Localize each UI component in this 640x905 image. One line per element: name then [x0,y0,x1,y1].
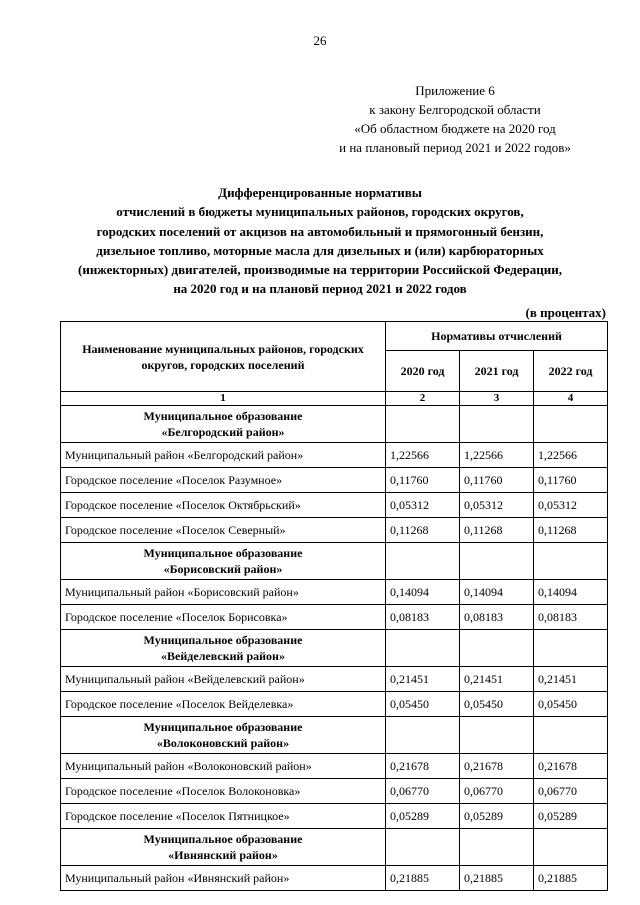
value-2021: 0,11760 [460,468,534,493]
table-row [61,779,608,804]
value-2022: 0,05450 [534,692,608,717]
value-2021: 0,05450 [460,692,534,717]
row-name: Городское поселение «Поселок Разумное» [61,468,386,493]
value-2021: 0,05289 [460,804,534,829]
value-2022: 0,08183 [534,605,608,630]
value-2022: 0,11268 [534,518,608,543]
title-line: (инжекторных) двигателей, производимые на территории Российской Федерации, [78,262,562,278]
row-name: Муниципальный район «Белгородский район» [61,443,386,468]
header-year-2022: 2022 год [534,351,608,392]
value-2020: 0,21451 [386,667,460,692]
row-name: Городское поселение «Поселок Пятницкое» [61,804,386,829]
empty-cell [386,630,460,667]
appendix-header [300,81,610,157]
header-year-2020: 2020 год [386,351,460,392]
group-title-line: «Борисовский район» [163,562,283,576]
column-number: 3 [460,392,534,406]
appendix-line: к закону Белгородской области [369,102,541,117]
value-2020: 0,11760 [386,468,460,493]
value-2022: 0,21678 [534,754,608,779]
row-name: Муниципальный район «Борисовский район» [61,580,386,605]
table-row [61,692,608,717]
table-row [61,804,608,829]
appendix-line: Приложение 6 [415,83,495,98]
value-2022: 0,21885 [534,866,608,891]
title-line: Дифференцированные нормативы [218,185,422,200]
group-title [61,543,386,580]
table-row [61,580,608,605]
value-2020: 0,05450 [386,692,460,717]
group-title-line: «Вейделевский район» [161,649,285,663]
title-line: городских поселений от акцизов на автомобильный и прямогонный бензин, [96,223,544,239]
value-2021: 0,21885 [460,866,534,891]
document-title [20,183,620,299]
empty-cell [460,406,534,443]
empty-cell [386,829,460,866]
value-2020: 0,06770 [386,779,460,804]
group-title-line: Муниципальное образование [143,546,303,560]
title-line: на 2020 год и на плановй период 2021 и 2022 годов [173,281,467,297]
value-2021: 0,21678 [460,754,534,779]
column-number: 2 [386,392,460,406]
value-2021: 0,11268 [460,518,534,543]
value-2020: 0,11268 [386,518,460,543]
value-2020: 0,05312 [386,493,460,518]
empty-cell [386,406,460,443]
table-row [61,866,608,891]
header-norms: Нормативы отчислений [386,322,608,351]
table-row [61,518,608,543]
group-title [61,829,386,866]
group-title [61,717,386,754]
empty-cell [460,829,534,866]
empty-cell [534,630,608,667]
empty-cell [534,543,608,580]
norms-table [60,321,608,891]
value-2020: 0,14094 [386,580,460,605]
page-number: 26 [313,33,327,48]
column-number: 4 [534,392,608,406]
value-2021: 0,05312 [460,493,534,518]
appendix-line: «Об областном бюджете на 2020 год [354,121,556,136]
table-row [61,754,608,779]
header-year-2021: 2021 год [460,351,534,392]
row-name: Городское поселение «Поселок Волоконовка» [61,779,386,804]
group-header-row [61,717,608,754]
group-title-line: Муниципальное образование [143,720,303,734]
group-title-line: Муниципальное образование [143,832,303,846]
value-2021: 1,22566 [460,443,534,468]
group-header-row [61,406,608,443]
empty-cell [386,717,460,754]
group-title-line: «Ивнянский район» [168,848,278,862]
group-title-line: «Белгородский район» [161,425,285,439]
group-title-line: Муниципальное образование [143,633,303,647]
row-name: Городское поселение «Поселок Вейделевка» [61,692,386,717]
group-title [61,630,386,667]
value-2022: 0,11760 [534,468,608,493]
row-name: Городское поселение «Поселок Октябрьский» [61,493,386,518]
title-line: дизельное топливо, моторные масла для дизельных и (или) карбюраторных [96,242,544,258]
value-2020: 0,05289 [386,804,460,829]
row-name: Муниципальный район «Волоконовский район» [61,754,386,779]
value-2022: 0,21451 [534,667,608,692]
row-name: Муниципальный район «Вейделевский район» [61,667,386,692]
value-2021: 0,08183 [460,605,534,630]
group-title-line: «Волоконовский район» [156,736,290,750]
value-2022: 1,22566 [534,443,608,468]
table-row [61,468,608,493]
units-label: (в процентах) [525,305,606,320]
header-name: Наименование муниципальных районов, городских округов, городских поселений [61,322,386,392]
value-2021: 0,14094 [460,580,534,605]
row-name: Муниципальный район «Ивнянский район» [61,866,386,891]
group-header-row [61,829,608,866]
value-2021: 0,21451 [460,667,534,692]
title-line: отчислений в бюджеты муниципальных районов, городских округов, [116,204,524,220]
empty-cell [386,543,460,580]
group-title [61,406,386,443]
value-2022: 0,06770 [534,779,608,804]
value-2022: 0,05289 [534,804,608,829]
value-2020: 0,08183 [386,605,460,630]
column-number-row [61,392,608,406]
empty-cell [534,829,608,866]
group-title-line: Муниципальное образование [143,409,303,423]
empty-cell [534,717,608,754]
value-2022: 0,05312 [534,493,608,518]
value-2020: 0,21885 [386,866,460,891]
table-row [61,443,608,468]
table-row [61,493,608,518]
value-2020: 0,21678 [386,754,460,779]
value-2021: 0,06770 [460,779,534,804]
table-row [61,605,608,630]
column-number: 1 [61,392,386,406]
group-header-row [61,543,608,580]
appendix-line: и на плановый период 2021 и 2022 годов» [339,140,571,155]
value-2020: 1,22566 [386,443,460,468]
empty-cell [460,717,534,754]
empty-cell [460,630,534,667]
value-2022: 0,14094 [534,580,608,605]
empty-cell [534,406,608,443]
group-header-row [61,630,608,667]
row-name: Городское поселение «Поселок Северный» [61,518,386,543]
row-name: Городское поселение «Поселок Борисовка» [61,605,386,630]
empty-cell [460,543,534,580]
table-row [61,667,608,692]
